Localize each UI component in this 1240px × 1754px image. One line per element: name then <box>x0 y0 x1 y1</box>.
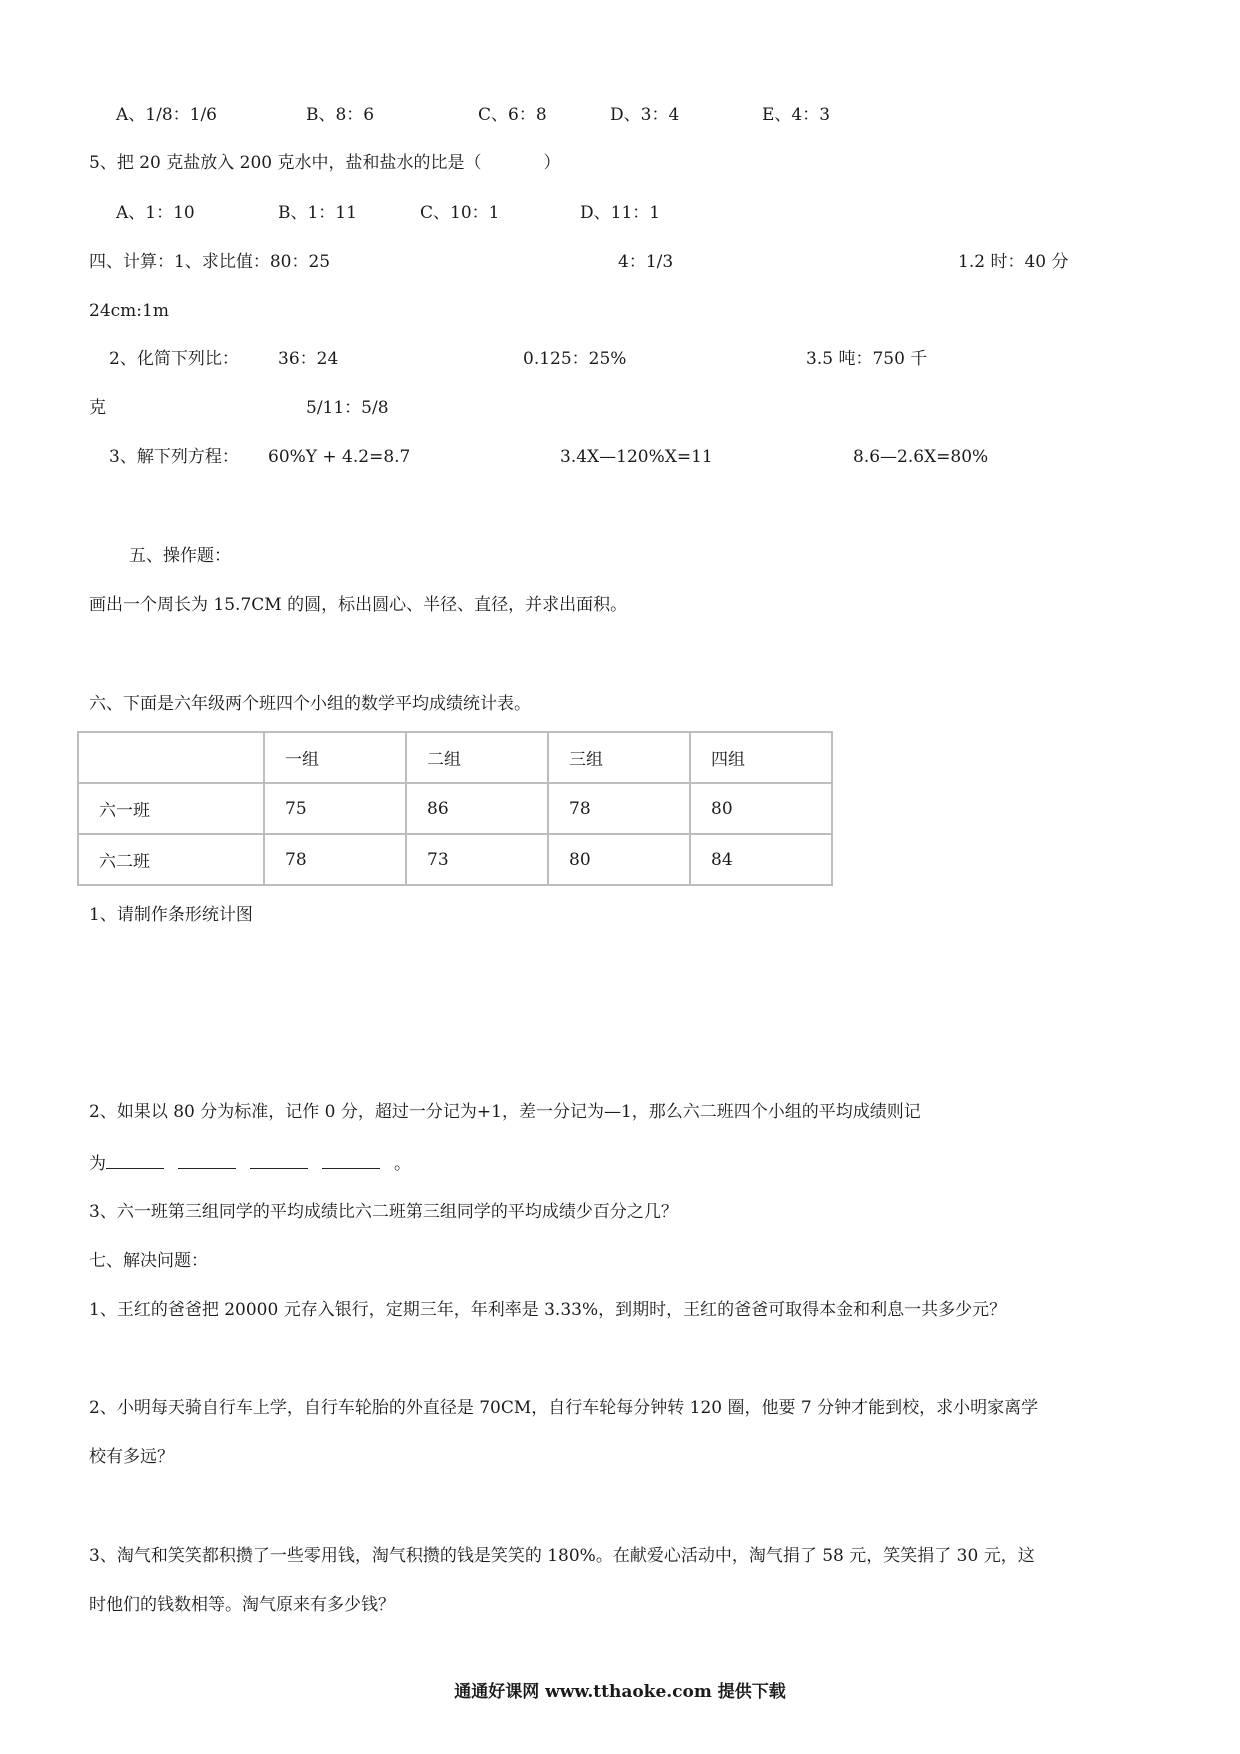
table-cell: 80 <box>690 783 832 834</box>
ratio-item-1: 4：1/3 <box>618 252 674 272</box>
table-cell: 73 <box>406 834 548 885</box>
section7-p3-line1: 3、淘气和笑笑都积攒了一些零用钱，淘气积攒的钱是笑笑的 180%。在献爱心活动中，淘气捐了 58 元，笑笑捐了 30 元，这 <box>89 1546 1035 1566</box>
simplify-item-1: 36：24 <box>278 349 339 369</box>
table-cell: 86 <box>406 783 548 834</box>
table-header-cell <box>78 732 264 783</box>
q4-option-e: E、4：3 <box>762 105 831 125</box>
table-header-cell: 三组 <box>548 732 690 783</box>
table-cell: 78 <box>264 834 406 885</box>
table-cell: 80 <box>548 834 690 885</box>
section6-heading: 六、下面是六年级两个班四个小组的数学平均成绩统计表。 <box>89 694 531 714</box>
answer-blank[interactable] <box>178 1152 236 1169</box>
simplify-label: 2、化简下列比： <box>109 349 239 369</box>
section6-q1: 1、请制作条形统计图 <box>89 905 253 925</box>
equation-item-2: 3.4X—120%X=11 <box>560 447 713 467</box>
simplify-item-3-cont: 克 <box>89 398 106 418</box>
simplify-item-2: 0.125：25% <box>523 349 627 369</box>
table-row <box>78 834 832 885</box>
section7-p2-line1: 2、小明每天骑自行车上学，自行车轮胎的外直径是 70CM，自行车轮每分钟转 120 圈，他要 7 分钟才能到校，求小明家离学 <box>89 1398 1039 1418</box>
table-header-cell: 四组 <box>690 732 832 783</box>
q4-option-b: B、8：6 <box>306 105 375 125</box>
section7-heading: 七、解决问题： <box>89 1251 208 1271</box>
section5-task: 画出一个周长为 15.7CM 的圆，标出圆心、半径、直径，并求出面积。 <box>89 595 628 615</box>
table-cell: 六一班 <box>78 783 264 834</box>
table-cell: 84 <box>690 834 832 885</box>
equation-item-1: 60%Y + 4.2=8.7 <box>268 447 411 467</box>
section6-q3: 3、六一班第三组同学的平均成绩比六二班第三组同学的平均成绩少百分之几？ <box>89 1202 678 1222</box>
section7-p1: 1、王红的爸爸把 20000 元存入银行，定期三年，年利率是 3.33%，到期时，王红的爸爸可取得本金和利息一共多少元？ <box>89 1300 1007 1320</box>
table-row <box>78 783 832 834</box>
answer-blank[interactable] <box>250 1152 308 1169</box>
q5-question-close: ） <box>543 153 561 173</box>
section6-q2-line1: 2、如果以 80 分为标准，记作 0 分，超过一分记为+1，差一分记为—1，那么六二班四个小组的平均成绩则记 <box>89 1102 921 1122</box>
q4-option-a: A、1/8：1/6 <box>116 105 217 125</box>
answer-blank[interactable] <box>322 1152 380 1169</box>
table-cell: 六二班 <box>78 834 264 885</box>
scores-table <box>77 731 833 886</box>
section6-q2-line2 <box>89 1152 411 1175</box>
q5-question-text: 5、把 20 克盐放入 200 克水中，盐和盐水的比是（ <box>89 153 482 173</box>
q5-question <box>89 152 561 174</box>
table-cell: 78 <box>548 783 690 834</box>
q2-suffix: 。 <box>394 1154 411 1174</box>
simplify-item-4: 5/11：5/8 <box>306 398 389 418</box>
table-header-row <box>78 732 832 783</box>
section5-heading: 五、操作题： <box>129 546 231 566</box>
table-header-cell: 二组 <box>406 732 548 783</box>
table-cell: 75 <box>264 783 406 834</box>
q5-option-d: D、11：1 <box>580 203 661 223</box>
simplify-item-3: 3.5 吨：750 千 <box>806 349 928 369</box>
equation-item-3: 8.6—2.6X=80% <box>853 447 989 467</box>
answer-blank[interactable] <box>106 1152 164 1169</box>
q2-prefix: 为 <box>89 1154 106 1174</box>
section4-heading: 四、计算：1、求比值：80：25 <box>89 252 331 272</box>
section7-p2-line2: 校有多远？ <box>89 1447 174 1467</box>
ratio-item-2: 1.2 时：40 分 <box>958 252 1069 272</box>
q4-option-d: D、3：4 <box>610 105 680 125</box>
equation-label: 3、解下列方程： <box>109 447 239 467</box>
table-header-cell: 一组 <box>264 732 406 783</box>
q5-option-b: B、1：11 <box>278 203 357 223</box>
q4-option-c: C、6：8 <box>478 105 547 125</box>
q5-option-c: C、10：1 <box>420 203 500 223</box>
section7-p3-line2: 时他们的钱数相等。淘气原来有多少钱？ <box>89 1595 395 1615</box>
footer-source: 通通好课网 www.tthaoke.com 提供下载 <box>454 1682 786 1702</box>
ratio-item-3: 24cm:1m <box>89 301 169 321</box>
q5-option-a: A、1：10 <box>116 203 195 223</box>
